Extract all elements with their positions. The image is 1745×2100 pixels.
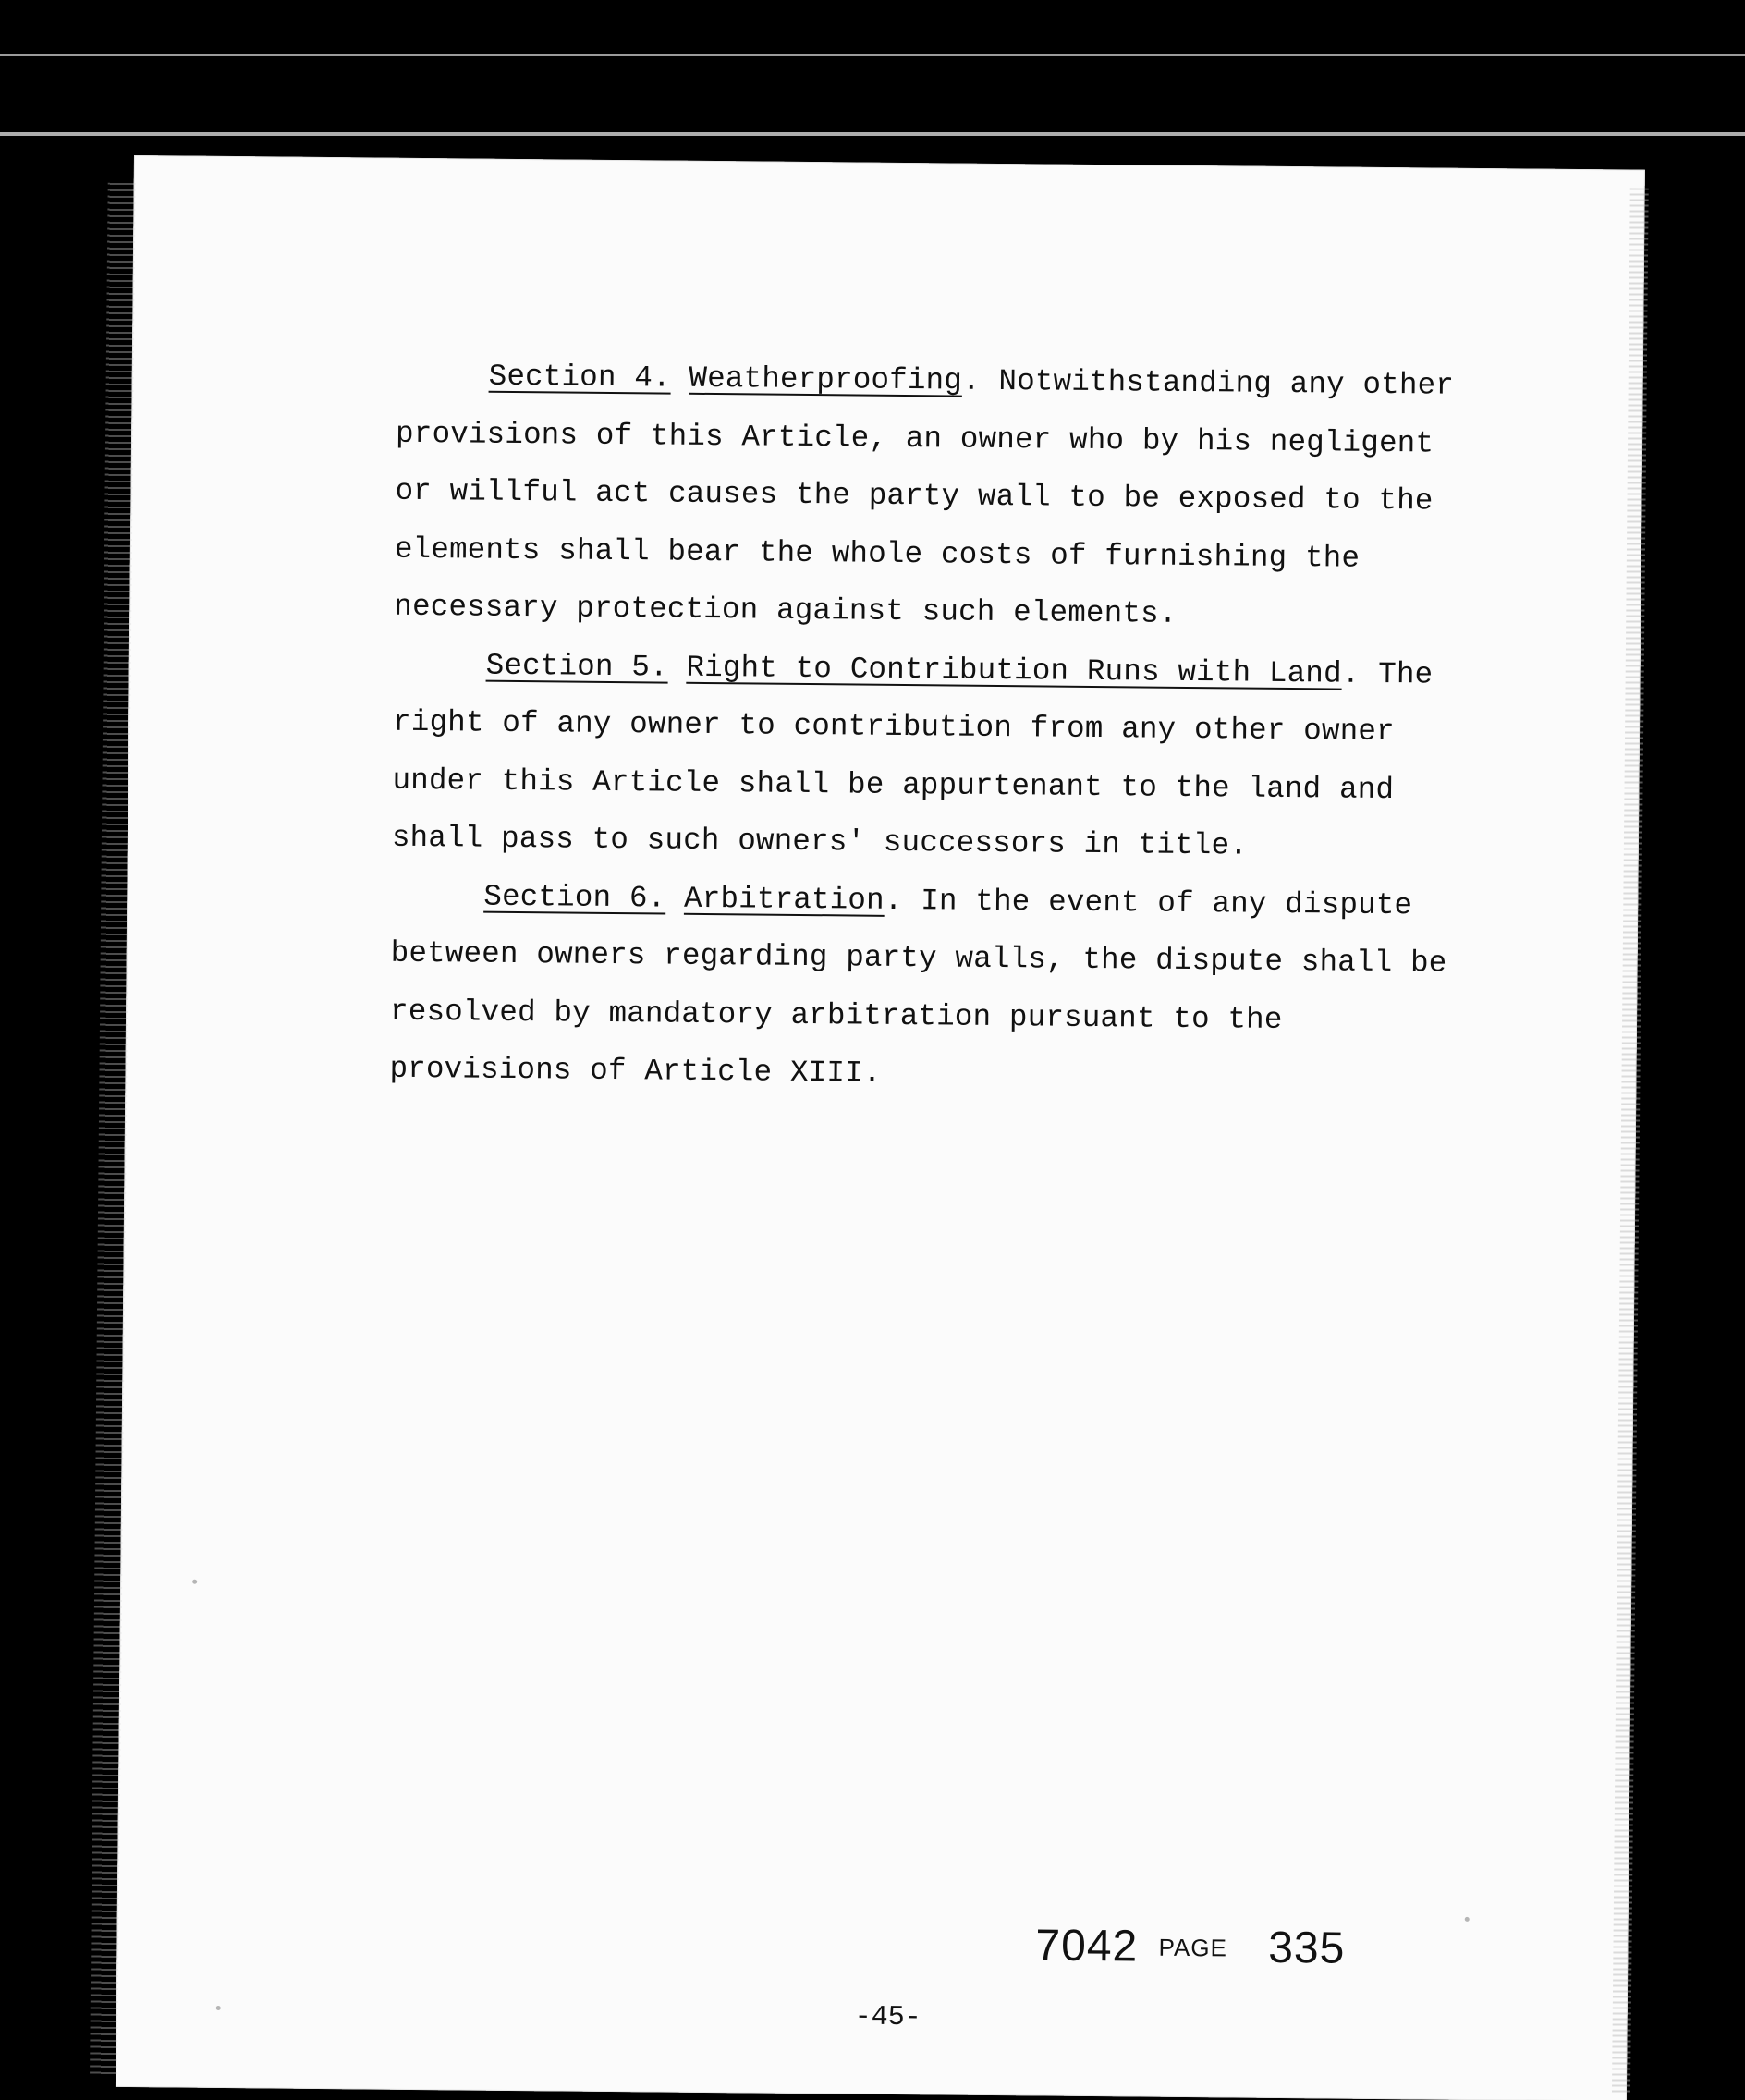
- section-5-paragraph: [392, 636, 1475, 877]
- section-4-paragraph: [394, 348, 1478, 647]
- scan-noise-right: [1612, 189, 1649, 2093]
- page-number: -45-: [854, 2001, 921, 2034]
- section-5-heading-punct: .: [1341, 656, 1361, 691]
- scan-noise-left: [90, 183, 136, 2078]
- scan-speck: [216, 2006, 221, 2010]
- stamp-page-number: 335: [1267, 1923, 1346, 1973]
- document-body: [389, 348, 1478, 1109]
- section-4-label: Section 4.: [488, 359, 671, 396]
- section-5-heading: Right to Contribution Runs with Land: [686, 650, 1342, 691]
- section-6-paragraph: [389, 867, 1472, 1108]
- section-4-heading-punct: .: [961, 363, 981, 398]
- stamp-page-label: PAGE: [1158, 1933, 1228, 1962]
- document-page: [116, 155, 1645, 2100]
- section-6-body: In the event of any dispute between owners regarding party walls, the dispute shall be resolved by mandatory arbitration pursuant to the provisions of Article XIII.: [389, 883, 1447, 1091]
- section-6-heading: Arbitration: [683, 881, 885, 918]
- section-5-body: The right of any owner to contribution from any other owner under this Article shall be appurtenant to the land and shall pass to such owners' successors in title.: [391, 656, 1434, 863]
- section-4-heading: Weatherproofing: [689, 360, 963, 398]
- stamp-book-number: 7042: [1035, 1921, 1139, 1972]
- section-5-label: Section 5.: [485, 648, 668, 685]
- section-6-heading-punct: .: [884, 883, 903, 918]
- section-4-body: Notwithstanding any other provisions of this Article, an owner who by his negligent or willful act causes the party wall to be exposed to the elements shall bear the whole costs of furnishing the necessary protection against such elements.: [394, 363, 1455, 631]
- scan-border-line: [0, 54, 1745, 56]
- scan-speck: [192, 1580, 197, 1584]
- scan-border-line: [0, 132, 1745, 136]
- recording-stamp: [1035, 1920, 1345, 1973]
- scan-speck: [1465, 1917, 1470, 1922]
- section-6-label: Section 6.: [483, 879, 666, 916]
